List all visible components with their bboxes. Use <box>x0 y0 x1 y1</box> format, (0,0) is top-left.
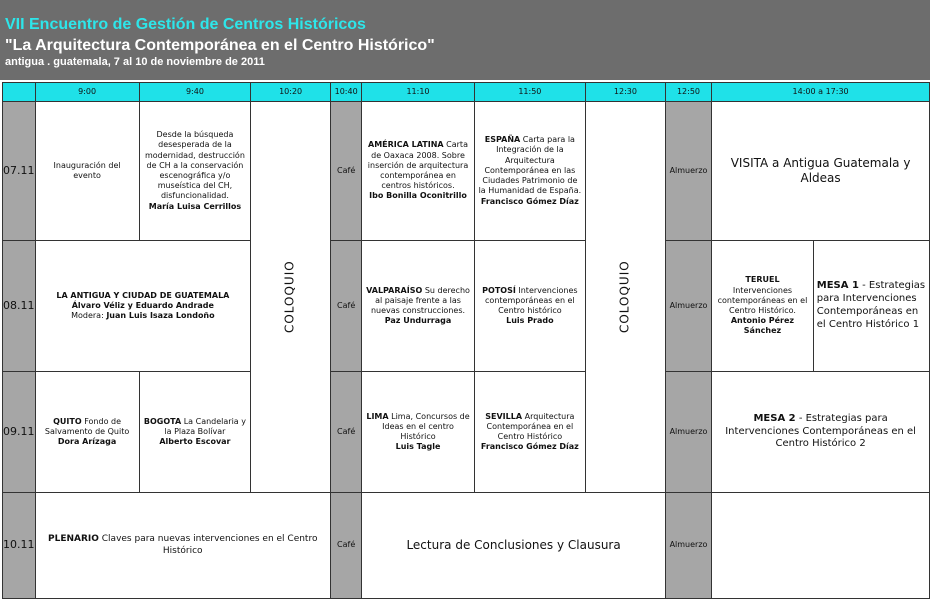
schedule-table <box>2 82 930 599</box>
session-text: Claves para nuevas intervenciones en el Centro Histórico <box>101 533 318 556</box>
session-text: Su derecho al paisaje frente a las nuevas construcciones. <box>370 285 470 315</box>
time-header-cell: 10:20 <box>251 83 331 102</box>
session-text: Carta de Oaxaca 2008. Sobre inserción de arquitectura contemporánea en centros históricos. <box>367 140 469 191</box>
almuerzo-cell <box>665 493 711 599</box>
almuerzo-label: Almuerzo <box>669 426 708 436</box>
session-title: AMÉRICA LATINA <box>368 140 444 150</box>
session-title: LIMA <box>366 411 389 421</box>
cafe-label: Café <box>337 426 356 436</box>
session-author: Álvaro Véliz y Eduardo Andrade <box>71 300 214 310</box>
session-author: Francisco Gómez Díaz <box>480 196 579 206</box>
session-text: Intervenciones contemporáneas en el Centro Histórico. <box>717 285 808 315</box>
session-title: LA ANTIGUA Y CIUDAD DE GUATEMALA <box>56 290 230 300</box>
session-cell <box>474 102 585 241</box>
almuerzo-cell <box>665 102 711 241</box>
almuerzo-cell <box>665 372 711 493</box>
event-title: VII Encuentro de Gestión de Centros Históricos <box>5 16 366 33</box>
time-header-cell: 9:00 <box>35 83 139 102</box>
session-title: SEVILLA <box>485 411 523 421</box>
session-title: TERUEL <box>745 275 780 285</box>
session-cell <box>139 102 251 241</box>
session-title: BOGOTA <box>143 416 182 426</box>
session-cell <box>712 372 930 493</box>
almuerzo-label: Almuerzo <box>669 300 708 310</box>
session-author: Luis Prado <box>506 316 554 326</box>
session-cell <box>474 372 585 493</box>
moderator-name: Juan Luis Isaza Londoño <box>106 311 215 321</box>
document-header <box>0 0 930 80</box>
time-header-cell: 9:40 <box>139 83 251 102</box>
session-title: VALPARAÍSO <box>366 285 423 295</box>
session-text: Fondo de Salvamento de Quito <box>44 416 130 436</box>
session-text: Inauguración del evento <box>53 160 121 180</box>
event-subtitle: "La Arquitectura Contemporánea en el Centro Histórico" <box>5 37 435 54</box>
session-title: POTOSÍ <box>482 285 516 295</box>
day-label: 07.11 <box>3 102 36 241</box>
moderator-label: Modera: <box>71 311 104 321</box>
session-author: María Luisa Cerrillos <box>148 201 242 211</box>
session-text: La Candelaria y la Plaza Bolívar <box>164 416 246 436</box>
session-title: ESPAÑA <box>484 135 521 145</box>
day-label: 08.11 <box>3 241 36 372</box>
session-author: Paz Undurraga <box>384 316 452 326</box>
day-label: 09.11 <box>3 372 36 493</box>
session-cell <box>712 102 930 241</box>
session-cell <box>712 241 814 372</box>
session-text: Intervenciones contemporáneas en el Centro histórico <box>485 285 578 315</box>
session-text: Lima, Concursos de Ideas en el centro Histórico <box>382 411 470 441</box>
day-row <box>3 241 930 372</box>
cafe-cell <box>330 102 361 241</box>
almuerzo-label: Almuerzo <box>669 540 708 550</box>
coloquio-cell <box>586 102 666 493</box>
cafe-cell <box>330 493 361 599</box>
session-text: VISITA a Antigua Guatemala y Aldeas <box>730 155 911 185</box>
session-cell <box>35 102 139 241</box>
day-row <box>3 102 930 241</box>
session-author: Alberto Escovar <box>159 437 231 447</box>
empty-cell <box>712 493 930 599</box>
time-header-cell: 11:50 <box>474 83 585 102</box>
day-row <box>3 493 930 599</box>
session-author: Francisco Gómez Díaz <box>480 442 579 452</box>
coloquio-label: COLOQUIO <box>282 260 297 334</box>
session-cell <box>362 493 665 599</box>
session-cell <box>35 241 251 372</box>
session-cell <box>35 493 330 599</box>
session-cell <box>474 241 585 372</box>
session-cell <box>362 372 474 493</box>
session-text: Lectura de Conclusiones y Clausura <box>406 537 621 552</box>
session-cell <box>362 241 474 372</box>
time-header-cell: 11:10 <box>362 83 474 102</box>
cafe-label: Café <box>337 540 356 550</box>
day-label: 10.11 <box>3 493 36 599</box>
session-text: - Estrategias para Intervenciones Contemporáneas en el Centro Histórico 1 <box>816 280 926 330</box>
time-header-cell: 10:40 <box>330 83 361 102</box>
session-title: MESA 2 <box>753 412 796 424</box>
session-title: MESA 1 <box>816 280 859 292</box>
session-title: PLENARIO <box>47 533 99 544</box>
time-header-corner <box>3 83 36 102</box>
session-author: Dora Arízaga <box>57 437 117 447</box>
cafe-label: Café <box>337 300 356 310</box>
session-text: - Estrategias para Intervenciones Contemporáneas en el Centro Histórico 2 <box>725 412 916 450</box>
cafe-label: Café <box>337 165 356 175</box>
almuerzo-label: Almuerzo <box>669 165 708 175</box>
time-header-cell: 12:50 <box>665 83 711 102</box>
session-author: Luis Tagle <box>395 442 441 452</box>
session-cell <box>139 372 251 493</box>
session-cell <box>362 102 474 241</box>
time-header-cell: 14:00 a 17:30 <box>712 83 930 102</box>
session-cell <box>35 372 139 493</box>
coloquio-label: COLOQUIO <box>617 260 632 334</box>
almuerzo-cell <box>665 241 711 372</box>
session-text: Carta para la Integración de la Arquitectura Contemporánea en las Ciudades Patrimonio de la Humanidad de España. <box>478 135 582 196</box>
session-text: Arquitectura Contemporánea en el Centro Histórico <box>486 411 575 441</box>
event-place-date: antigua . guatemala, 7 al 10 de noviembre de 2011 <box>5 56 265 68</box>
day-row <box>3 372 930 493</box>
cafe-cell <box>330 241 361 372</box>
session-cell <box>813 241 929 372</box>
session-title: QUITO <box>53 416 82 426</box>
cafe-cell <box>330 372 361 493</box>
session-text: Desde la búsqueda desesperada de la modernidad, destrucción de CH a la conservación escenográfica y/o museística del CH, disfuncionalidad. <box>144 130 245 201</box>
time-header-cell: 12:30 <box>586 83 666 102</box>
session-author: Antonio Pérez Sánchez <box>730 316 795 336</box>
coloquio-cell <box>251 102 331 493</box>
time-header-row <box>3 83 930 102</box>
session-author: Ibo Bonilla Oconitrillo <box>369 191 467 201</box>
